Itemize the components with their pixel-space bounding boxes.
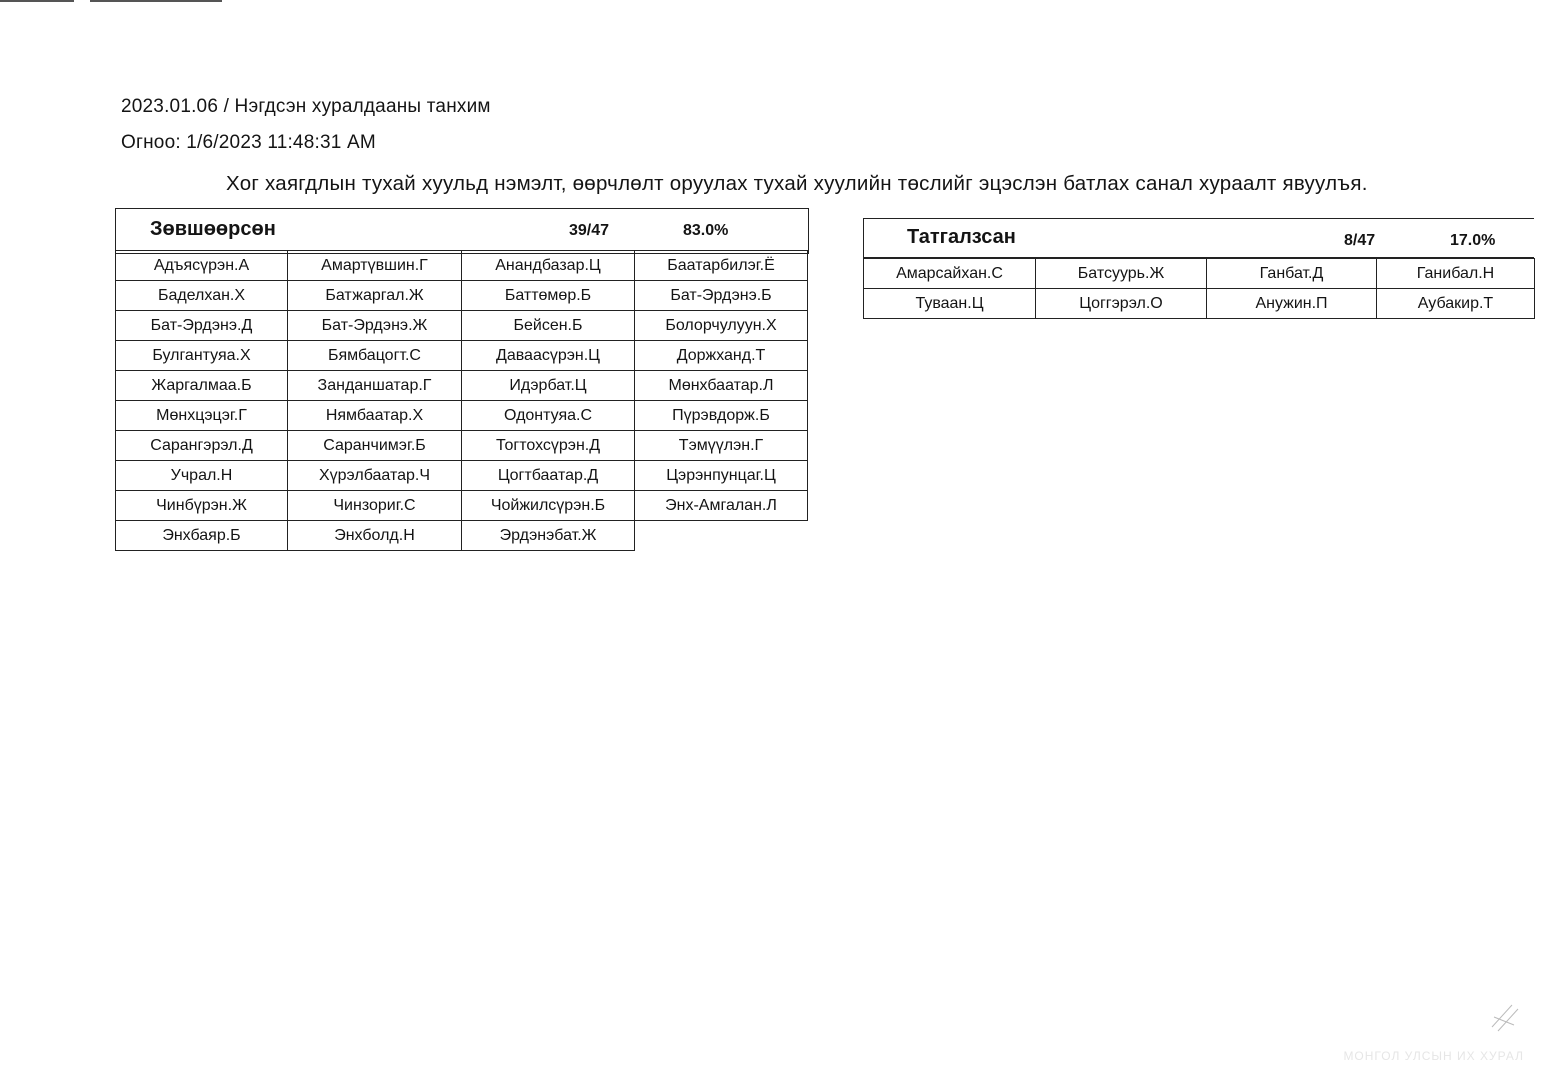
member-name-cell: Баттөмөр.Б <box>462 281 635 311</box>
member-name-cell: Энх-Амгалан.Л <box>635 491 808 521</box>
member-name-cell: Пүрэвдорж.Б <box>635 401 808 431</box>
motion-title: Хог хаягдлын тухай хуульд нэмэлт, өөрчлөлт оруулах тухай хуулийн төслийг эцэслэн батлах санал хураалт явуулъя. <box>226 172 1368 195</box>
member-name-cell: Одонтуяа.С <box>462 401 635 431</box>
member-name-cell: Цэрэнпунцаг.Ц <box>635 461 808 491</box>
table-row <box>116 281 808 311</box>
member-name-cell: Эрдэнэбат.Ж <box>462 521 635 551</box>
member-name-cell: Болорчулуун.Х <box>635 311 808 341</box>
timestamp: Огноо: 1/6/2023 11:48:31 AM <box>121 132 376 153</box>
member-name-cell: Анандбазар.Ц <box>462 251 635 281</box>
member-name-cell: Анужин.П <box>1207 289 1377 319</box>
member-name-cell: Даваасүрэн.Ц <box>462 341 635 371</box>
signature-mark-icon <box>1484 997 1524 1037</box>
table-row <box>864 289 1535 319</box>
member-name-cell: Батсуурь.Ж <box>1036 259 1207 289</box>
table-row <box>116 461 808 491</box>
table-row <box>116 491 808 521</box>
member-name-cell: Энхболд.Н <box>288 521 462 551</box>
member-name-cell: Доржханд.Т <box>635 341 808 371</box>
member-name-cell: Мөнхцэцэг.Г <box>116 401 288 431</box>
date-location: 2023.01.06 / Нэгдсэн хуралдааны танхим <box>121 96 491 117</box>
approved-label: Зөвшөөрсөн <box>150 218 276 240</box>
member-name-cell: Ганбат.Д <box>1207 259 1377 289</box>
member-name-cell: Амартүвшин.Г <box>288 251 462 281</box>
table-row <box>116 431 808 461</box>
member-name-cell: Чинзориг.С <box>288 491 462 521</box>
rejected-label: Татгалзсан <box>907 226 1016 248</box>
table-row <box>116 341 808 371</box>
member-name-cell: Цоггэрэл.О <box>1036 289 1207 319</box>
member-name-cell: Баатарбилэг.Ё <box>635 251 808 281</box>
member-name-cell: Цогтбаатар.Д <box>462 461 635 491</box>
member-name-cell: Бат-Эрдэнэ.Д <box>116 311 288 341</box>
member-name-cell: Булгантуяа.Х <box>116 341 288 371</box>
member-name-cell: Хүрэлбаатар.Ч <box>288 461 462 491</box>
member-name-cell: Бат-Эрдэнэ.Б <box>635 281 808 311</box>
member-name-cell: Чойжилсүрэн.Б <box>462 491 635 521</box>
member-name-cell: Чинбүрэн.Ж <box>116 491 288 521</box>
scan-edge-mark <box>90 0 222 2</box>
scan-edge-mark <box>0 0 74 2</box>
member-name-cell: Туваан.Ц <box>864 289 1036 319</box>
table-row <box>116 371 808 401</box>
table-row <box>116 311 808 341</box>
table-row <box>864 259 1535 289</box>
table-row <box>116 521 808 551</box>
member-name-cell: Занданшатар.Г <box>288 371 462 401</box>
approved-percent: 83.0% <box>683 222 729 239</box>
member-name-cell: Ганибал.Н <box>1377 259 1535 289</box>
approved-header <box>115 208 809 254</box>
member-name-cell: Саранчимэг.Б <box>288 431 462 461</box>
member-name-cell: Жаргалмаа.Б <box>116 371 288 401</box>
member-name-cell: Учрал.Н <box>116 461 288 491</box>
member-name-cell: Бейсен.Б <box>462 311 635 341</box>
member-name-cell: Батжаргал.Ж <box>288 281 462 311</box>
member-name-cell: Баделхан.Х <box>116 281 288 311</box>
member-name-cell: Мөнхбаатар.Л <box>635 371 808 401</box>
table-row <box>116 401 808 431</box>
approved-count: 39/47 <box>569 222 610 239</box>
member-name-cell: Бямбацогт.С <box>288 341 462 371</box>
member-name-cell: Тогтохсүрэн.Д <box>462 431 635 461</box>
member-name-cell: Аубакир.Т <box>1377 289 1535 319</box>
table-row <box>116 251 808 281</box>
member-name-cell: Амарсайхан.С <box>864 259 1036 289</box>
empty-cell <box>635 521 808 551</box>
member-name-cell: Нямбаатар.Х <box>288 401 462 431</box>
rejected-table <box>863 258 1535 319</box>
member-name-cell: Адъясүрэн.А <box>116 251 288 281</box>
rejected-count: 8/47 <box>1344 232 1376 249</box>
member-name-cell: Бат-Эрдэнэ.Ж <box>288 311 462 341</box>
member-name-cell: Сарангэрэл.Д <box>116 431 288 461</box>
member-name-cell: Идэрбат.Ц <box>462 371 635 401</box>
rejected-header <box>863 218 1534 258</box>
rejected-percent: 17.0% <box>1450 232 1496 249</box>
member-name-cell: Энхбаяр.Б <box>116 521 288 551</box>
watermark: МОНГОЛ УЛСЫН ИХ ХУРАЛ <box>1343 1049 1524 1063</box>
member-name-cell: Тэмүүлэн.Г <box>635 431 808 461</box>
approved-table <box>115 250 808 551</box>
